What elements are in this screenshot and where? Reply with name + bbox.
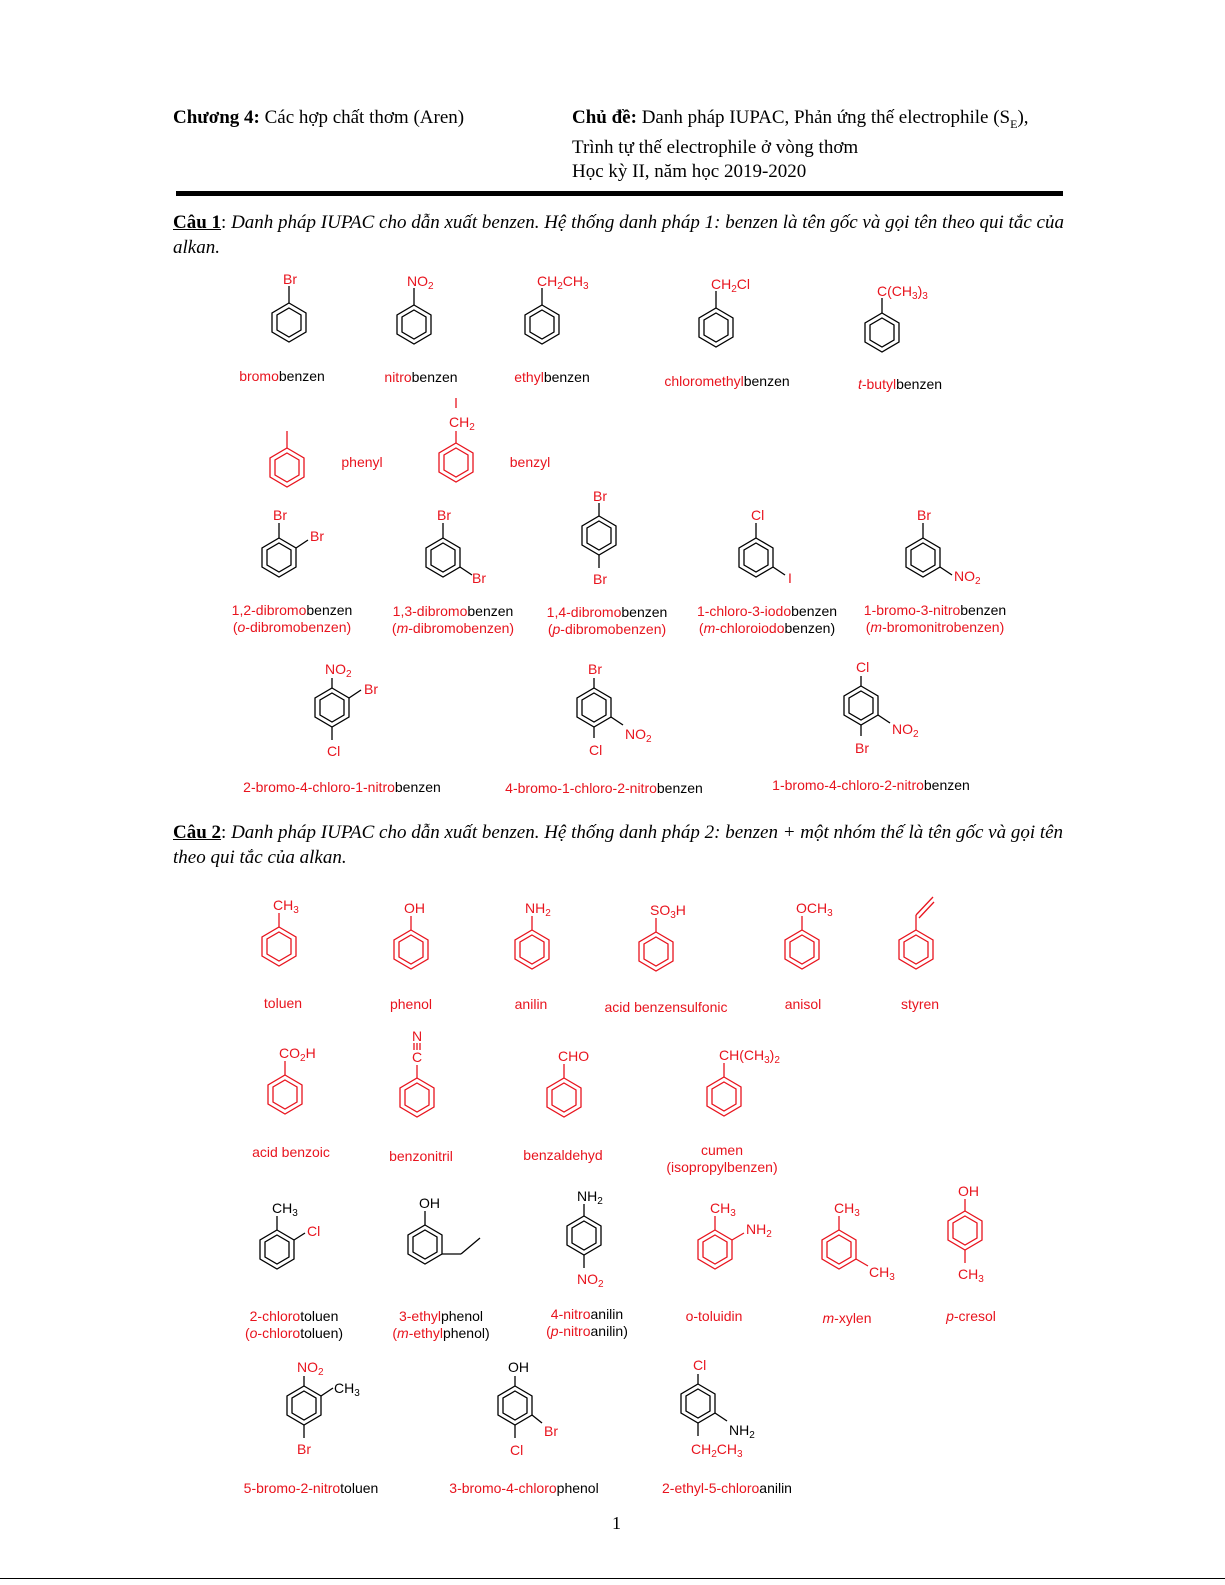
benzoic-structure [266,1043,336,1123]
label-chlorotoluen: 2-chlorotoluen (o-chlorotoluen) [244,1308,344,1341]
svg-text:Br: Br [297,1441,311,1457]
svg-text:OH: OH [404,900,425,916]
header-rule [176,191,1063,196]
label-ethylbenzen: ethylbenzen [514,369,590,385]
bromonitro-structure [904,505,994,590]
nitrobenzen-structure [395,270,455,345]
page-bottom-edge [0,1578,1225,1579]
svg-text:NO2: $NO_2$ [625,726,652,745]
svg-text:CH3: $CH_3$ [834,1200,860,1219]
chapter-heading: Chương 4: Các hợp chất thơm (Aren) [173,107,465,128]
nitroanilin-structure [565,1186,625,1291]
page-number: 1 [612,1513,621,1533]
svg-text:CO2H: $CO_2H$ [279,1045,316,1064]
pcresol-structure [946,1181,996,1286]
svg-text:Cl: Cl [327,743,341,759]
label-bromonitro: 1-bromo-3-nitrobenzen (m-bromonitrobenzen) [863,602,1007,635]
svg-text:Br: Br [472,570,486,586]
cumen-structure [705,1045,795,1125]
svg-text:Cl: Cl [510,1442,524,1458]
svg-text:OH: OH [419,1195,440,1211]
label-dibromo14: 1,4-dibromobenzen (p-dibromobenzen) [546,604,668,637]
benzyl-structure [437,398,497,484]
chloroiodo-structure [737,505,807,590]
svg-text:Br: Br [855,740,869,756]
label-tbutylbenzen: t-butylbenzen [857,376,943,392]
dibromo12-structure [260,505,340,585]
label-bnt: 5-bromo-2-nitrotoluen [243,1480,379,1496]
svg-text:NO2: $NO_2$ [954,568,981,587]
svg-text:NH2: $NH_2$ [525,900,551,919]
label-benzaldehyd: benzaldehyd [523,1147,603,1163]
svg-text:OH: OH [508,1359,529,1375]
label-cumen: cumen (isopropylbenzen) [666,1142,778,1175]
chloromethylbenzen-structure [697,272,777,350]
label-nitroanilin: 4-nitroanilin (p-nitroanilin) [546,1306,628,1339]
svg-text:CH3: $CH_3$ [272,1200,298,1219]
label-pcresol: p-cresol [946,1308,996,1324]
label-eca: 2-ethyl-5-chloroanilin [662,1480,792,1496]
label-bcp: 3-bromo-4-chlorophenol [449,1480,599,1496]
svg-text:CHO: CHO [558,1048,590,1064]
label-ethylphenol: 3-ethylphenol (m-ethylphenol) [392,1308,490,1341]
label-tri2: 4-bromo-1-chloro-2-nitrobenzen [505,780,703,796]
label-styren: styren [900,996,940,1012]
svg-text:OH: OH [958,1183,979,1199]
svg-text:Br: Br [593,488,607,504]
label-benzoic: acid benzoic [252,1144,330,1160]
svg-text:CH3: $CH_3$ [710,1200,736,1219]
label-anilin: anilin [514,996,548,1012]
tbutylbenzen-structure [863,280,953,358]
label-sulfonic: acid benzensulfonic [604,999,728,1015]
svg-text:Br: Br [917,507,931,523]
label-phenyl: phenyl [341,454,383,470]
svg-text:Br: Br [593,571,607,587]
benzonitril-structure [398,1027,448,1127]
svg-text:SO3H: $SO_3H$ [650,902,686,921]
label-nitrobenzen: nitrobenzen [384,369,458,385]
svg-text:NH2: $NH_2$ [577,1188,603,1207]
label-toluen: toluen [263,995,303,1011]
label-chloroiodo: 1-chloro-3-iodobenzen (m-chloroiodobenzen) [696,603,838,636]
toluen-structure [260,895,320,975]
mxylen-structure [820,1198,910,1283]
label-phenol: phenol [389,996,433,1012]
sub-br: Br [283,271,297,287]
anisol-structure [783,898,853,978]
svg-text:OCH3: $OCH_3$ [796,900,833,919]
svg-text:Cl: Cl [751,507,765,523]
svg-text:CH(CH3)2: $CH(CH_3)_2$ [719,1047,780,1066]
tri1-structure [313,660,393,765]
label-benzonitril: benzonitril [389,1148,453,1164]
svg-text:CH3: $CH_3$ [869,1264,895,1283]
benzaldehyd-structure [545,1046,605,1126]
svg-text:Br: Br [364,681,378,697]
svg-text:NH2: $NH_2$ [746,1221,772,1240]
label-dibromo12: 1,2-dibromobenzen (o-dibromobenzen) [231,602,353,635]
phenol-structure [392,898,442,978]
svg-text:NO2: $NO_2$ [892,721,919,740]
sulfonic-structure [637,900,707,980]
svg-text:CH3: $CH_3$ [273,897,299,916]
svg-text:Br: Br [544,1423,558,1439]
label-chloromethylbenzen: chloromethylbenzen [664,373,790,389]
bnt-structure [285,1358,375,1463]
label-bromobenzen: bromobenzen [239,368,325,384]
label-tri3: 1-bromo-4-chloro-2-nitrobenzen [772,777,970,793]
svg-text:NO2: $NO_2$ [297,1359,324,1378]
svg-text:NH2: $NH_2$ [729,1422,755,1441]
svg-text:Br: Br [437,507,451,523]
label-tri1: 2-bromo-4-chloro-1-nitrobenzen [243,779,441,795]
svg-text:CH2Cl: $CH_2Cl$ [711,276,751,295]
ethylphenol-structure [406,1193,486,1273]
svg-text:CH3: $CH_3$ [334,1380,360,1399]
label-anisol: anisol [784,996,822,1012]
svg-text:Cl: Cl [589,742,603,758]
svg-text:Cl: Cl [307,1223,321,1239]
svg-text:Br: Br [310,528,324,544]
svg-text:Cl: Cl [693,1357,707,1373]
anilin-structure [513,898,573,978]
svg-text:I: I [788,570,792,586]
svg-text:NO2: $NO_2$ [577,1271,604,1290]
svg-text:CH2CH3: $CH_2CH_3$ [537,273,589,292]
topic-heading: Chủ đề: Danh pháp IUPAC, Phản ứng thế electrophile $(S_E)$, Trình tự thế electrophile ở vòng thơm Học kỳ II, năm học 2019-2020 [572,107,1029,182]
svg-text:Br: Br [273,507,287,523]
dibromo14-structure [580,487,630,587]
svg-text:CH2CH3: $CH_2CH_3$ [691,1441,743,1460]
svg-text:Br: Br [588,661,602,677]
svg-text:NO2: $NO_2$ [325,661,352,680]
bcp-structure [496,1358,576,1463]
svg-text:NO2: $NO_2$ [407,273,434,292]
svg-text:N: N [412,1028,423,1044]
label-otoluidin: o-toluidin [685,1308,743,1324]
question-1: Câu 1: Danh pháp IUPAC cho dẫn xuất benzen. Hệ thống danh pháp 1: benzen là tên gốc và gọi tên theo qui tắc của alkan. [173,212,1064,258]
chlorotoluen-structure [258,1198,338,1278]
svg-text:CH2: $CH_2$ [449,414,475,433]
eca-structure [679,1356,769,1466]
question-2: Câu 2: Danh pháp IUPAC cho dẫn xuất benzen. Hệ thống danh pháp 2: benzen + một nhóm thế là tên gốc và gọi tên theo qui tắc của alkan. [173,822,1064,868]
phenyl-structure [268,413,308,488]
label-benzyl: benzyl [509,454,551,470]
svg-text:Cl: Cl [856,659,870,675]
ethylbenzen-structure [523,270,603,345]
label-mxylen: m-xylen [822,1310,872,1326]
tri3-structure [842,658,932,763]
label-dibromo13: 1,3-dibromobenzen (m-dibromobenzen) [391,603,515,636]
tri2-structure [575,660,665,765]
styren-structure [897,893,947,973]
svg-text:C: C [412,1049,423,1065]
otoluidin-structure [696,1198,786,1278]
svg-text:CH3: $CH_3$ [958,1266,984,1285]
dibromo13-structure [424,505,504,590]
svg-text:C(CH3)3: $C(CH_3)_3$ [877,283,928,302]
bromobenzen-structure [270,270,310,340]
